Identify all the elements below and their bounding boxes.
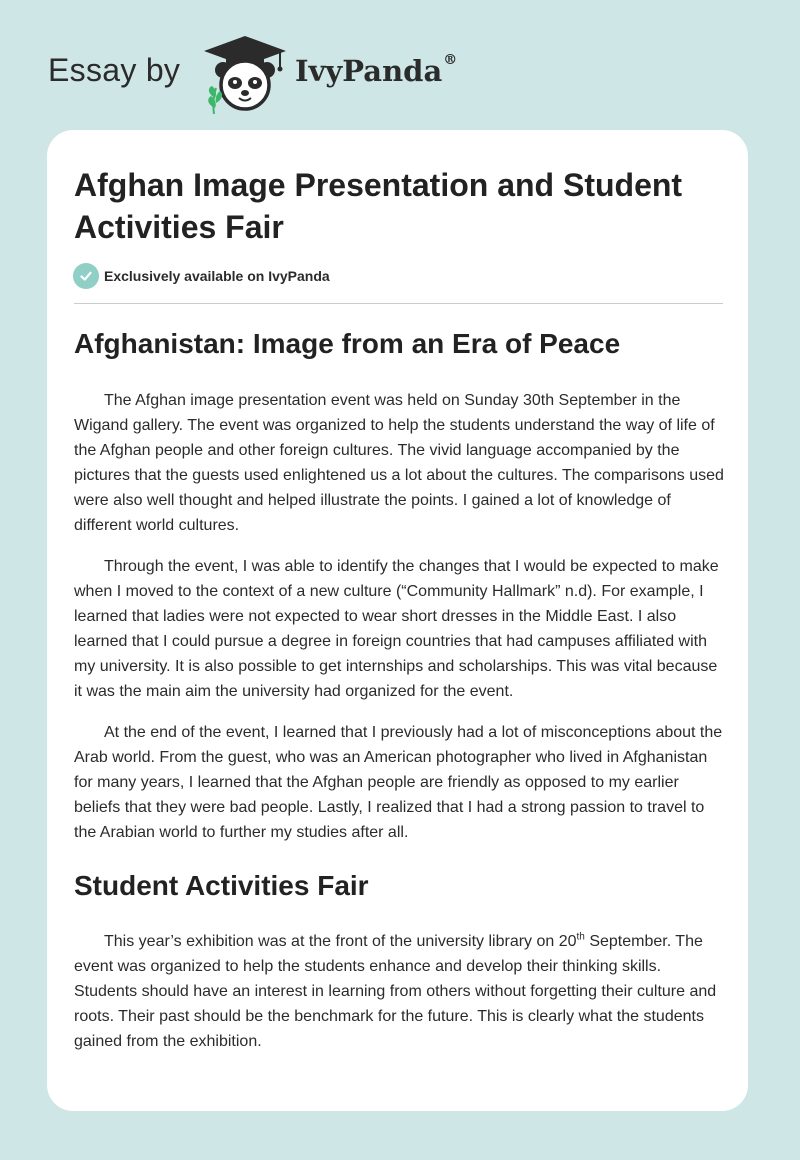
brand-name [295, 54, 457, 88]
brand-header [48, 34, 488, 114]
essay-body [74, 320, 726, 1054]
brand-prefix: Essay by [48, 52, 181, 88]
paragraph: The Afghan image presentation event was held on Sunday 30th September in the Wigand gallery. The event was organized to help the students understand the way of life of the Afghan people and other foreign cultures. The vivid language accompanied by the pictures that the guests used enlightened us a lot about the cultures. The comparisons used were also well thought and helped illustrate the points. I gained a lot of knowledge of different world cultures. [74, 392, 724, 534]
paragraph: Through the event, I was able to identify the changes that I would be expected to make when I moved to the context of a new culture (“Community Hallmark” n.d). For example, I learned that ladies were not expected to wear short dresses in the Middle East. I also learned that I could pursue a degree in foreign countries that had campuses affiliated with my university. It is also possible to get internships and scholarships. This was vital because it was the main aim the university had organized for the event. [74, 558, 719, 700]
paragraph: At the end of the event, I learned that I previously had a lot of misconceptions about the Arab world. From the guest, who was an American photographer who lived in Afghanistan for many years, I learned that the Afghan people are friendly as opposed to my earlier beliefs that they were bad people. Lastly, I realized that I had a strong passion to travel to the Arabian world to further my studies after all. [74, 724, 723, 841]
paragraph-text: This year’s exhibition was at the front of the university library on 20 [104, 933, 577, 950]
brand-name-text: IvyPanda [295, 54, 443, 88]
ivypanda-logo-icon [200, 34, 290, 114]
ordinal-suffix: th [576, 931, 585, 943]
section-heading: Afghanistan: Image from an Era of Peace [74, 328, 621, 359]
section-heading: Student Activities Fair [74, 870, 369, 901]
registered-mark: ® [443, 52, 458, 68]
paragraph [74, 929, 726, 1054]
divider [74, 303, 723, 304]
exclusive-badge [73, 263, 330, 289]
essay-title: Afghan Image Presentation and Student Activities Fair [74, 167, 683, 245]
essay-card [47, 130, 748, 1111]
exclusive-label: Exclusively available on IvyPanda [104, 268, 330, 284]
paragraph-text: September. The event was organized to help the students enhance and develop their thinking skills. Students should have an interest in learning from others without forgetting their culture and roots. Their past should be the benchmark for the future. This is clearly what the students gained from the exhibition. [74, 933, 717, 1050]
check-icon [73, 263, 99, 289]
